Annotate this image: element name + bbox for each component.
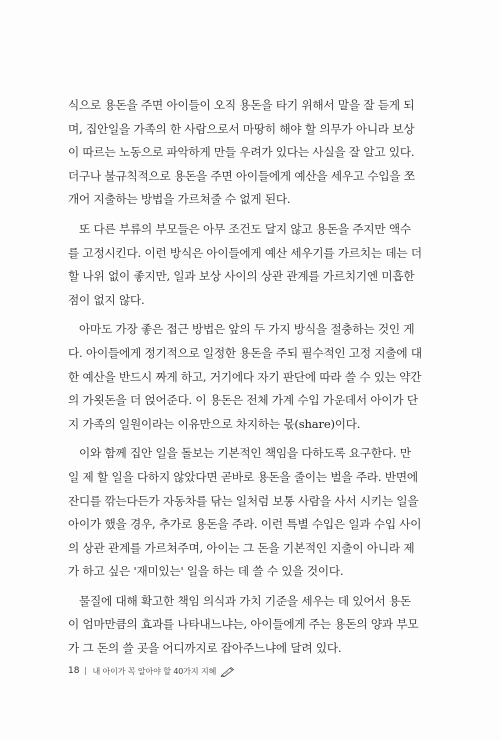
text-line: 할 나위 없이 좋지만, 일과 보상 사이의 상관 관계를 가르치기엔 미흡한 xyxy=(68,269,415,284)
text-line: 일 제 할 일을 다하지 않았다면 곧바로 용돈을 줄이는 벌을 주라. 반면에 xyxy=(68,469,418,484)
text-line: 이와 함께 집안 일을 돌보는 기본적인 책임을 다하도록 요구한다. 만 xyxy=(79,446,411,461)
paragraph-2 xyxy=(68,218,438,312)
text-line: 아이가 했을 경우, 추가로 용돈을 주라. 이런 특별 수입은 일과 수입 사이 xyxy=(68,517,422,532)
text-line: 며, 집안일을 가족의 한 사람으로서 마땅히 해야 할 의무가 아니라 보상 xyxy=(68,121,415,136)
page-number: 18 xyxy=(68,666,80,676)
paragraph-5 xyxy=(68,590,438,661)
text-line: 다. 아이들에게 정기적으로 일정한 용돈을 주되 필수적인 고정 지출에 대 xyxy=(68,345,422,360)
text-line: 또 다른 부류의 부모들은 아무 조건도 달지 않고 용돈을 주지만 액수 xyxy=(79,221,411,236)
text-line: 아마도 가장 좋은 접근 방법은 앞의 두 가지 방식을 절충하는 것인 게 xyxy=(79,322,415,337)
text-line: 더구나 불규칙적으로 용돈을 주면 아이들에게 예산을 세우고 수입을 쪼 xyxy=(68,168,415,183)
paragraph-3 xyxy=(68,318,438,436)
text-line: 의 가욋돈을 더 얹어준다. 이 용돈은 전체 가계 수입 가운데서 아이가 단 xyxy=(68,393,418,408)
text-line: 지 가족의 일원이라는 이유만으로 차지하는 몫(share)이다. xyxy=(68,416,361,431)
text-line: 물질에 대해 확고한 책임 의식과 가치 기준을 세우는 데 있어서 용돈 xyxy=(79,593,411,608)
paragraph-4 xyxy=(68,442,438,584)
footer-divider xyxy=(85,667,86,675)
text-line: 한 예산을 반드시 짜게 하고, 거기에다 자기 판단에 따라 쓸 수 있는 약간 xyxy=(68,369,422,384)
page-footer xyxy=(68,664,236,678)
pencil-icon xyxy=(220,665,236,677)
running-title: 내 아이가 꼭 알아야 할 40가지 지혜 xyxy=(92,666,217,676)
text-line: 점이 없지 않다. xyxy=(68,292,145,307)
paragraph-1 xyxy=(68,94,438,212)
text-line: 를 고정시킨다. 이런 방식은 아이들에게 예산 세우기를 가르치는 데는 더 xyxy=(68,245,422,260)
body-text xyxy=(68,94,438,667)
text-line: 가 그 돈의 쓸 곳을 어디까지로 잡아주느냐에 달려 있다. xyxy=(68,641,342,656)
text-line: 가 하고 싶은 '재미있는' 일을 하는 데 쓸 수 있을 것이다. xyxy=(68,564,344,579)
text-line: 이 엄마만큼의 효과를 나타내느냐는, 아이들에게 주는 용돈의 양과 부모 xyxy=(68,617,419,632)
text-line: 이 따르는 노동으로 파악하게 만들 우려가 있다는 사실을 잘 알고 있다. xyxy=(68,145,415,160)
text-line: 잔디를 깎는다든가 자동차를 닦는 일처럼 보통 사람을 사서 시키는 일을 xyxy=(68,493,419,508)
text-line: 의 상관 관계를 가르쳐주며, 아이는 그 돈을 기본적인 지출이 아니라 제 xyxy=(68,540,415,555)
text-line: 식으로 용돈을 주면 아이들이 오직 용돈을 타기 위해서 말을 잘 듣게 되 xyxy=(68,98,415,112)
text-line: 개어 지출하는 방법을 가르쳐줄 수 없게 된다. xyxy=(68,192,291,207)
